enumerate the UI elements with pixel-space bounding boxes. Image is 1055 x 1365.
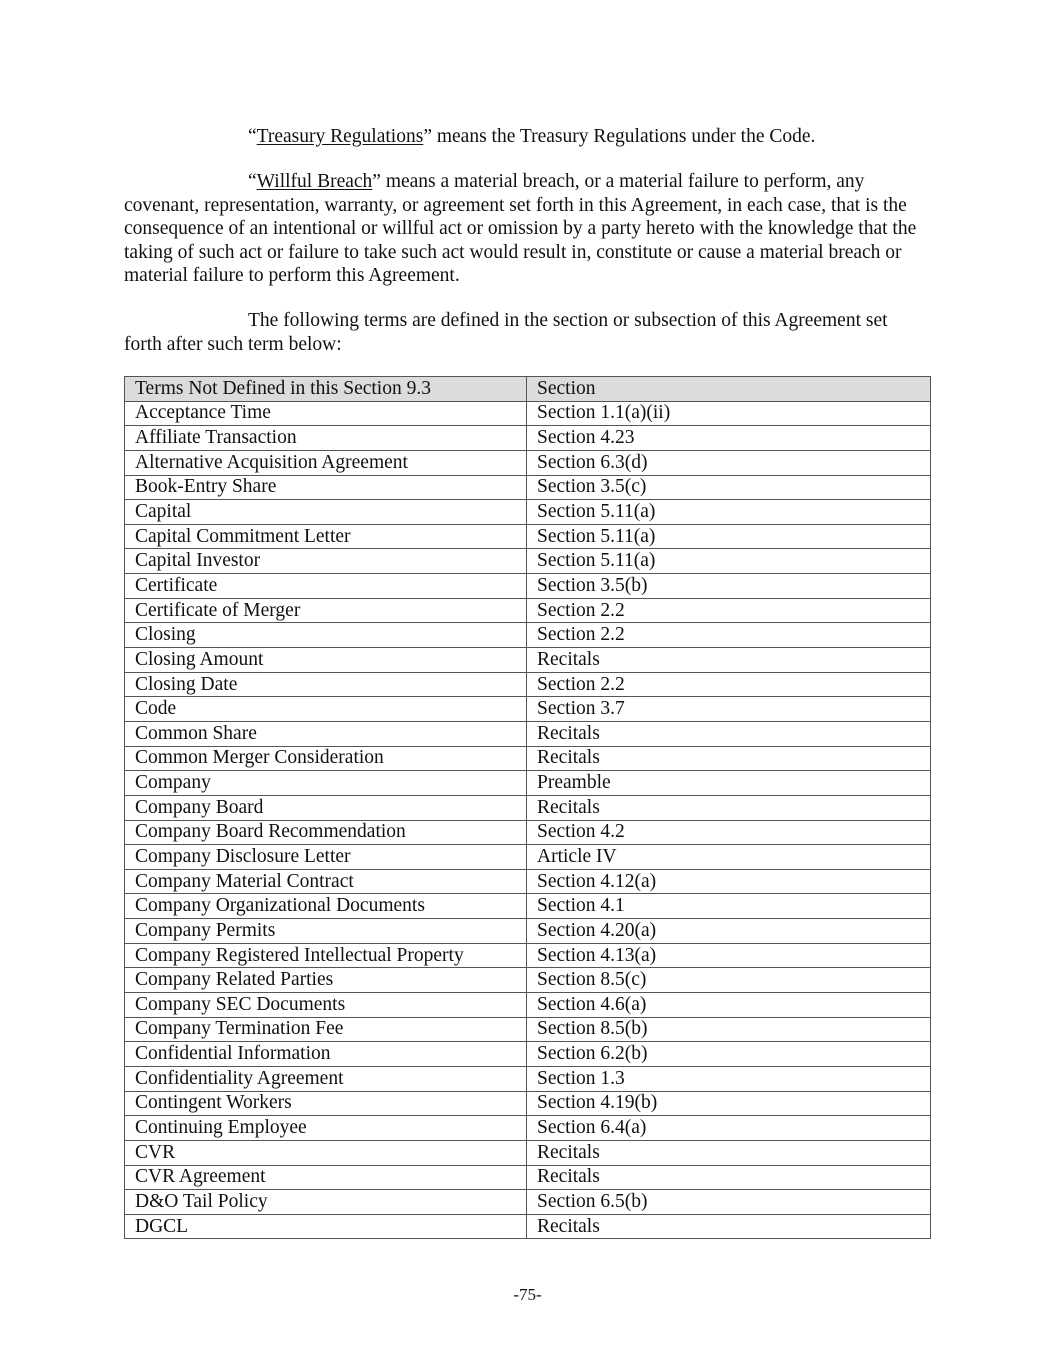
term-cell: Book-Entry Share <box>125 475 527 500</box>
section-cell: Section 2.2 <box>527 623 931 648</box>
term-cell: Company Material Contract <box>125 869 527 894</box>
term-cell: Affiliate Transaction <box>125 426 527 451</box>
section-cell: Section 1.1(a)(ii) <box>527 401 931 426</box>
table-row <box>125 1042 931 1067</box>
term-cell: Company Registered Intellectual Property <box>125 943 527 968</box>
section-cell: Section 4.19(b) <box>527 1091 931 1116</box>
section-cell: Section 2.2 <box>527 598 931 623</box>
section-cell: Section 4.23 <box>527 426 931 451</box>
definition-text: ” means a material breach, or a material failure to perform, any covenant, representation, warranty, or agreement set forth in this Agreement, in each case, that is the consequence of an intentional or willful act or omission by a party hereto with the knowledge that the taking of such act or failure to take such act would result in, constitute or cause a material breach or material failure to perform this Agreement. <box>124 171 917 286</box>
term-cell: Capital <box>125 500 527 525</box>
term-cell: Common Share <box>125 721 527 746</box>
term-cell: Certificate <box>125 574 527 599</box>
term-cell: Closing Date <box>125 672 527 697</box>
header-section: Section <box>527 377 931 402</box>
table-row <box>125 1066 931 1091</box>
section-cell: Section 5.11(a) <box>527 500 931 525</box>
term-cell: Company Organizational Documents <box>125 894 527 919</box>
table-row <box>125 697 931 722</box>
intro-text: The following terms are defined in the section or subsection of this Agreement set forth after such term below: <box>124 310 888 355</box>
term-cell: Company Related Parties <box>125 968 527 993</box>
section-cell: Article IV <box>527 845 931 870</box>
term-cell: Confidentiality Agreement <box>125 1066 527 1091</box>
table-row <box>125 623 931 648</box>
term-cell: DGCL <box>125 1214 527 1239</box>
defined-term: Willful Breach <box>256 171 373 192</box>
table-header-row <box>125 377 931 402</box>
terms-table <box>124 376 931 1239</box>
section-cell: Recitals <box>527 1214 931 1239</box>
section-cell: Section 4.13(a) <box>527 943 931 968</box>
definition-treasury-regulations: “Treasury Regulations” means the Treasury Regulations under the Code. <box>248 126 816 147</box>
table-row <box>125 549 931 574</box>
term-cell: Alternative Acquisition Agreement <box>125 450 527 475</box>
table-row <box>125 845 931 870</box>
term-cell: Capital Investor <box>125 549 527 574</box>
page-number: -75- <box>513 1285 542 1304</box>
section-cell: Section 4.1 <box>527 894 931 919</box>
section-cell: Section 8.5(c) <box>527 968 931 993</box>
definition-text: ” means the Treasury Regulations under the Code. <box>423 126 816 147</box>
table-row <box>125 721 931 746</box>
term-cell: Common Merger Consideration <box>125 746 527 771</box>
section-cell: Section 1.3 <box>527 1066 931 1091</box>
term-cell: Company Board <box>125 795 527 820</box>
section-cell: Section 8.5(b) <box>527 1017 931 1042</box>
term-cell: CVR Agreement <box>125 1165 527 1190</box>
section-cell: Section 4.2 <box>527 820 931 845</box>
table-row <box>125 524 931 549</box>
table-row <box>125 993 931 1018</box>
section-cell: Section 4.20(a) <box>527 919 931 944</box>
section-cell: Recitals <box>527 746 931 771</box>
section-cell: Section 2.2 <box>527 672 931 697</box>
header-terms: Terms Not Defined in this Section 9.3 <box>125 377 527 402</box>
section-cell: Section 6.4(a) <box>527 1116 931 1141</box>
term-cell: Company Permits <box>125 919 527 944</box>
table-row <box>125 450 931 475</box>
section-cell: Preamble <box>527 771 931 796</box>
defined-term: Treasury Regulations <box>256 126 424 147</box>
section-cell: Recitals <box>527 721 931 746</box>
table-row <box>125 795 931 820</box>
definition-willful-breach: “Willful Breach” means a material breach, or a material failure to perform, any covenant, representation, warranty, or agreement set forth in this Agreement, in each case, that is the consequence of an intentional or willful act or omission by a party hereto with the knowledge that the taking of such act or failure to take such act would result in, constitute or cause a material breach or material failure to perform this Agreement. <box>124 171 917 286</box>
section-cell: Section 5.11(a) <box>527 524 931 549</box>
table-row <box>125 968 931 993</box>
section-cell: Section 4.12(a) <box>527 869 931 894</box>
table-row <box>125 1190 931 1215</box>
table-row <box>125 771 931 796</box>
table-row <box>125 672 931 697</box>
table-row <box>125 598 931 623</box>
table-row <box>125 426 931 451</box>
section-cell: Section 4.6(a) <box>527 993 931 1018</box>
term-cell: Certificate of Merger <box>125 598 527 623</box>
table-row <box>125 919 931 944</box>
term-cell: Company Termination Fee <box>125 1017 527 1042</box>
term-cell: Closing <box>125 623 527 648</box>
term-cell: Contingent Workers <box>125 1091 527 1116</box>
table-row <box>125 475 931 500</box>
term-cell: CVR <box>125 1140 527 1165</box>
table-row <box>125 1116 931 1141</box>
term-cell: D&O Tail Policy <box>125 1190 527 1215</box>
term-cell: Code <box>125 697 527 722</box>
term-cell: Continuing Employee <box>125 1116 527 1141</box>
table-row <box>125 648 931 673</box>
table-row <box>125 401 931 426</box>
table-row <box>125 820 931 845</box>
term-cell: Company Board Recommendation <box>125 820 527 845</box>
term-cell: Company <box>125 771 527 796</box>
table-row <box>125 943 931 968</box>
section-cell: Section 6.2(b) <box>527 1042 931 1067</box>
table-row <box>125 1214 931 1239</box>
table-row <box>125 1140 931 1165</box>
table-row <box>125 746 931 771</box>
section-cell: Section 6.3(d) <box>527 450 931 475</box>
section-cell: Recitals <box>527 1165 931 1190</box>
table-row <box>125 869 931 894</box>
table-row <box>125 894 931 919</box>
table-row <box>125 1091 931 1116</box>
table-row <box>125 574 931 599</box>
section-cell: Recitals <box>527 648 931 673</box>
term-cell: Confidential Information <box>125 1042 527 1067</box>
section-cell: Section 3.5(b) <box>527 574 931 599</box>
section-cell: Section 6.5(b) <box>527 1190 931 1215</box>
intro-paragraph <box>124 309 930 356</box>
table-row <box>125 500 931 525</box>
section-cell: Section 5.11(a) <box>527 549 931 574</box>
table-row <box>125 1017 931 1042</box>
term-cell: Acceptance Time <box>125 401 527 426</box>
table-row <box>125 1165 931 1190</box>
term-cell: Company SEC Documents <box>125 993 527 1018</box>
section-cell: Recitals <box>527 1140 931 1165</box>
term-cell: Capital Commitment Letter <box>125 524 527 549</box>
term-cell: Company Disclosure Letter <box>125 845 527 870</box>
section-cell: Recitals <box>527 795 931 820</box>
term-cell: Closing Amount <box>125 648 527 673</box>
section-cell: Section 3.7 <box>527 697 931 722</box>
section-cell: Section 3.5(c) <box>527 475 931 500</box>
